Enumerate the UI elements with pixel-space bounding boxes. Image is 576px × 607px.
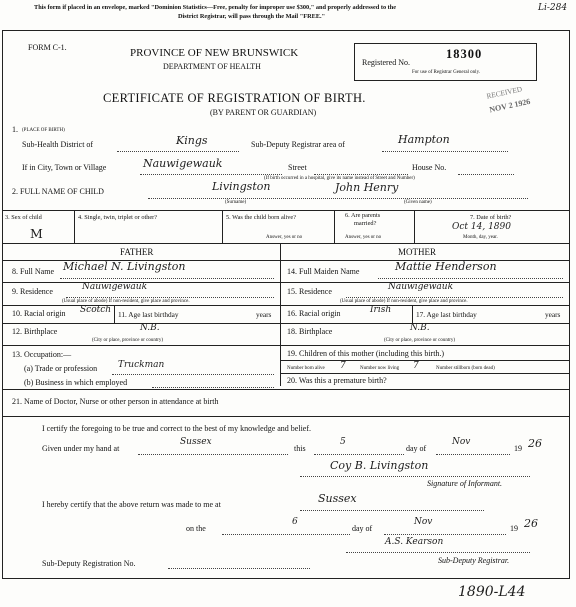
row-12-border	[2, 345, 280, 346]
registered-number-label: Registered No.	[362, 58, 410, 67]
section-1-number: 1.	[12, 125, 18, 134]
mother-residence-label: 15. Residence	[287, 287, 332, 296]
city-town-village-label: If in City, Town or Village	[22, 163, 107, 172]
date-of-birth-value: Oct 14, 1890	[452, 222, 511, 232]
corner-handwritten-number: Li-284	[538, 3, 568, 13]
informant-signature-caption: Signature of Informant.	[427, 479, 503, 488]
child-surname-value: Livingston	[212, 180, 271, 193]
day-of-label: day of	[406, 444, 427, 453]
mother-racial-origin-value: Irish	[370, 305, 392, 315]
bottom-handwritten-number: 1890-L44	[458, 584, 526, 600]
number-stillborn-label: Number stillborn (born dead)	[436, 366, 495, 371]
district-line	[117, 151, 239, 152]
row-18-border	[280, 345, 569, 346]
business-line	[152, 387, 274, 388]
sub-deputy-area-value: Hampton	[398, 133, 450, 146]
registration-number-label: Sub-Deputy Registration No.	[42, 559, 136, 568]
mother-birthplace-note: (City or place, province or country)	[384, 338, 456, 343]
mother-racial-origin-label: 16. Racial origin	[287, 309, 341, 318]
father-birthplace-label: 12. Birthplace	[12, 327, 58, 336]
sub-health-district-label: Sub-Health District of	[22, 140, 94, 149]
divider-4-5	[222, 210, 223, 243]
registered-number-value: 18300	[446, 47, 483, 61]
child-given-name-value: John Henry	[335, 181, 399, 194]
registrar-signature-caption: Sub-Deputy Registrar.	[438, 556, 510, 565]
informant-signature-line	[300, 476, 530, 477]
given-place-value: Sussex	[180, 437, 212, 447]
year-prefix: 19	[514, 444, 522, 453]
divider-5-6	[334, 210, 335, 243]
number-born-alive-label: Number born alive	[287, 366, 325, 371]
given-place-line	[138, 454, 288, 455]
row-10-border	[2, 323, 569, 324]
hospital-note: (If birth occurred in a hospital, give its name instead of Street and Number)	[264, 176, 415, 181]
mail-notice-line-2: District Registrar, will pass through the Mail "FREE."	[178, 13, 326, 20]
return-year-prefix: 19	[510, 524, 518, 533]
return-month-value: Nov	[414, 517, 433, 527]
certify-statement: I certify the foregoing to be true and correct to the best of my knowledge and belief.	[42, 424, 312, 433]
section-21-top-border	[2, 389, 569, 390]
return-place-line	[300, 510, 484, 511]
informant-signature: Coy B. Livingston	[330, 459, 429, 472]
row-19a-border	[280, 360, 569, 361]
trade-profession-label: (a) Trade or profession	[24, 364, 98, 373]
father-residence-note: (Usual place of abode) If non-resident, give place and province.	[62, 299, 190, 304]
number-now-living-value: 7	[413, 361, 419, 371]
row-3-top-border	[2, 210, 569, 211]
department-heading: DEPARTMENT OF HEALTH	[163, 62, 261, 71]
mail-notice-line-1: This form if placed in an envelope, marked "Dominion Statistics—Free, penalty for improper use $300," and properly addressed to the	[34, 4, 397, 11]
certify-month-value: Nov	[452, 437, 471, 447]
number-born-alive-value: 7	[340, 361, 346, 371]
mother-header: MOTHER	[398, 247, 436, 257]
certify-year-value: 26	[528, 437, 542, 450]
business-employed-label: (b) Business in which employed	[24, 378, 128, 387]
mother-age-label: 17. Age last birthday	[416, 310, 477, 319]
registrar-general-note: For use of Registrar General only.	[412, 70, 480, 75]
stamp-line-1: RECEIVED	[485, 84, 523, 101]
month-line	[436, 454, 510, 455]
divider-3-4	[74, 210, 75, 243]
form-code: FORM C-1.	[28, 43, 67, 52]
father-residence-line	[66, 297, 274, 298]
mother-birthplace-label: 18. Birthplace	[287, 327, 333, 336]
racial-age-divider-father	[114, 305, 115, 323]
house-number-line	[458, 174, 514, 175]
date-of-birth-caption: Month, day, year.	[463, 235, 498, 240]
divider-6-7	[414, 210, 415, 243]
racial-age-divider-mother	[412, 305, 413, 323]
mother-maiden-name-value: Mattie Henderson	[395, 260, 497, 273]
house-number-label: House No.	[412, 163, 447, 172]
sex-of-child-value: M	[30, 226, 43, 241]
registrar-signature: A.S. Kearson	[385, 537, 444, 547]
born-alive-answer-caption: Answer, yes or no	[266, 235, 303, 240]
born-alive-label: 5. Was the child born alive?	[226, 214, 297, 221]
surname-caption: (Surname)	[225, 200, 247, 205]
place-of-birth-label: (PLACE OF BIRTH)	[22, 128, 65, 133]
trade-line	[112, 374, 274, 375]
return-day-value: 6	[292, 517, 298, 527]
row-19-border	[280, 373, 569, 374]
parents-married-answer-caption: Answer, yes or no	[345, 235, 382, 240]
city-town-village-value: Nauwigewauk	[143, 157, 223, 170]
certificate-subtitle: (BY PARENT OR GUARDIAN)	[210, 108, 317, 117]
attendant-label: 21. Name of Doctor, Nurse or other person in attendance at birth	[12, 397, 219, 406]
mother-residence-note: (Usual place of abode) If non-resident, give place and province.	[340, 299, 468, 304]
number-now-living-label: Number now living	[360, 366, 400, 371]
street-label: Street	[288, 163, 307, 172]
father-mother-divider	[280, 243, 281, 386]
father-name-line	[60, 278, 274, 279]
this-label: this	[294, 444, 306, 453]
sub-deputy-area-label: Sub-Deputy Registrar area of	[251, 140, 345, 149]
street-line	[314, 174, 408, 175]
sub-health-district-value: Kings	[176, 134, 208, 147]
father-birthplace-note: (City or place, province or country)	[92, 338, 164, 343]
return-day-of-label: day of	[352, 524, 373, 533]
province-heading: PROVINCE OF NEW BRUNSWICK	[130, 47, 299, 59]
stamp-line-2: NOV 2 1926	[488, 96, 532, 115]
certificate-title: CERTIFICATE OF REGISTRATION OF BIRTH.	[103, 91, 366, 105]
mother-name-line	[378, 278, 563, 279]
father-full-name-value: Michael N. Livingston	[63, 260, 186, 273]
this-day-value: 5	[340, 437, 346, 447]
sub-deputy-area-line	[382, 151, 508, 152]
registration-number-line	[168, 568, 310, 569]
return-day-line	[222, 534, 350, 535]
full-name-of-child-label: 2. FULL NAME OF CHILD	[12, 187, 104, 196]
return-year-value: 26	[524, 517, 538, 530]
mother-maiden-name-label: 14. Full Maiden Name	[287, 267, 360, 276]
parents-married-label-2: married?	[354, 220, 377, 227]
return-place-value: Sussex	[318, 492, 357, 505]
mother-age-unit: years	[545, 310, 561, 319]
this-day-line	[314, 454, 404, 455]
given-name-caption: (Given name)	[404, 200, 432, 205]
father-age-unit: years	[256, 310, 272, 319]
father-racial-origin-label: 10. Racial origin	[12, 309, 66, 318]
on-the-label: on the	[186, 524, 206, 533]
father-residence-value: Nauwigewauk	[82, 282, 148, 292]
parents-married-label-1: 6. Are parents	[345, 212, 381, 219]
single-twin-label: 4. Single, twin, triplet or other?	[78, 214, 158, 221]
father-residence-label: 9. Residence	[12, 287, 53, 296]
city-line	[140, 174, 282, 175]
occupation-label: 13. Occupation:—	[12, 350, 72, 359]
mother-birthplace-value: N.B.	[410, 323, 430, 333]
father-birthplace-value: N.B.	[140, 323, 160, 333]
father-racial-origin-value: Scotch	[80, 305, 112, 315]
row-3-bottom-border	[2, 243, 569, 244]
given-under-hand-label: Given under my hand at	[42, 444, 120, 453]
mother-residence-value: Nauwigewauk	[388, 282, 454, 292]
registrar-signature-line	[346, 552, 530, 553]
return-statement: I hereby certify that the above return was made to me at	[42, 500, 221, 509]
date-of-birth-label: 7. Date of birth?	[470, 214, 512, 221]
father-full-name-label: 8. Full Name	[12, 267, 54, 276]
mother-residence-line	[346, 297, 563, 298]
father-age-label: 11. Age last birthday	[118, 310, 179, 319]
sex-of-child-label: 3. Sex of child	[5, 214, 42, 221]
child-name-line	[148, 198, 528, 199]
premature-birth-label: 20. Was this a premature birth?	[287, 376, 387, 385]
section-21-bottom-border	[2, 416, 569, 417]
return-month-line	[384, 534, 506, 535]
trade-profession-value: Truckman	[118, 360, 165, 370]
father-header: FATHER	[120, 247, 154, 257]
children-of-mother-label: 19. Children of this mother (including this birth.)	[287, 349, 445, 358]
